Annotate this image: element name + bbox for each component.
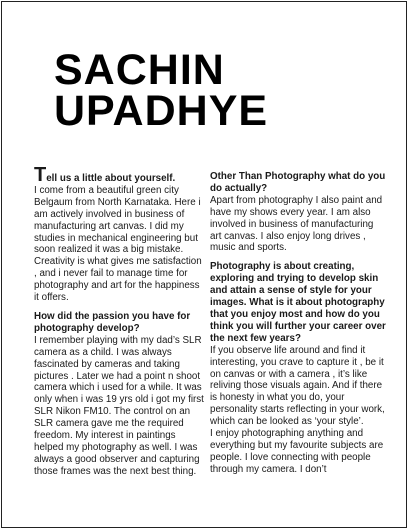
left-column	[34, 164, 204, 478]
title-last-name: UPADHYE	[54, 87, 269, 135]
page-title	[54, 46, 269, 135]
answer-about-yourself: I come from a beautiful green city Belgaum from North Karnataka. Here i am actively involved in business of manufacturing art canvas. I did my studies in mechanical engineering but soon realized it was a big mistake. Creativity is what gives me satisfaction , and i never fail to manage time for photography and art for the happiness it offers.	[34, 184, 202, 304]
question-photography-style: Photography is about creating, exploring and trying to develop skin and attain a sense of style for your images. What is it about photography that you enjoy most and how do you think you will further your career over the next few years?	[210, 261, 386, 344]
magazine-page	[1, 1, 407, 528]
drop-cap: T	[34, 164, 47, 186]
question-other-activities: Other Than Photography what do you do actually?	[210, 171, 386, 194]
question-passion: How did the passion you have for photography develop?	[34, 310, 191, 334]
question-about-yourself-text: ell us a little about yourself.	[46, 173, 176, 184]
question-about-yourself	[34, 164, 204, 186]
answer-photography-style: If you observe life around and find it interesting, you crave to capture it , be it on canvas or with a camera , it’s like reliving those visuals again. And if there is honesty in what you do, your personality starts reflecting in your work, which can be looked as ‘your style’.	[210, 344, 385, 428]
title-first-name: SACHIN	[54, 46, 225, 94]
answer-passion: I remember playing with my dad’s SLR camera as a child. I was always fascinated by cameras and taking pictures . Later we had a point n shoot camera which i used for a while. It was only when i was 19 yrs old i got my first SLR Nikon FM10. The control on an SLR camera gave me the required freedom. My interest in paintings helped my photography as well. I was always a good observer and capturing those frames was the next best thing.	[34, 334, 204, 477]
answer-favourite-subjects: I enjoy photographing anything and everything but my favourite subjects are people. I love connecting with people through my camera. I don’t	[210, 428, 384, 475]
right-column	[210, 171, 386, 476]
answer-other-activities: Apart from photography I also paint and have my shows every year. I am also involved in business of manufacturing art canvas. I also enjoy long drives , music and sports.	[210, 194, 383, 254]
